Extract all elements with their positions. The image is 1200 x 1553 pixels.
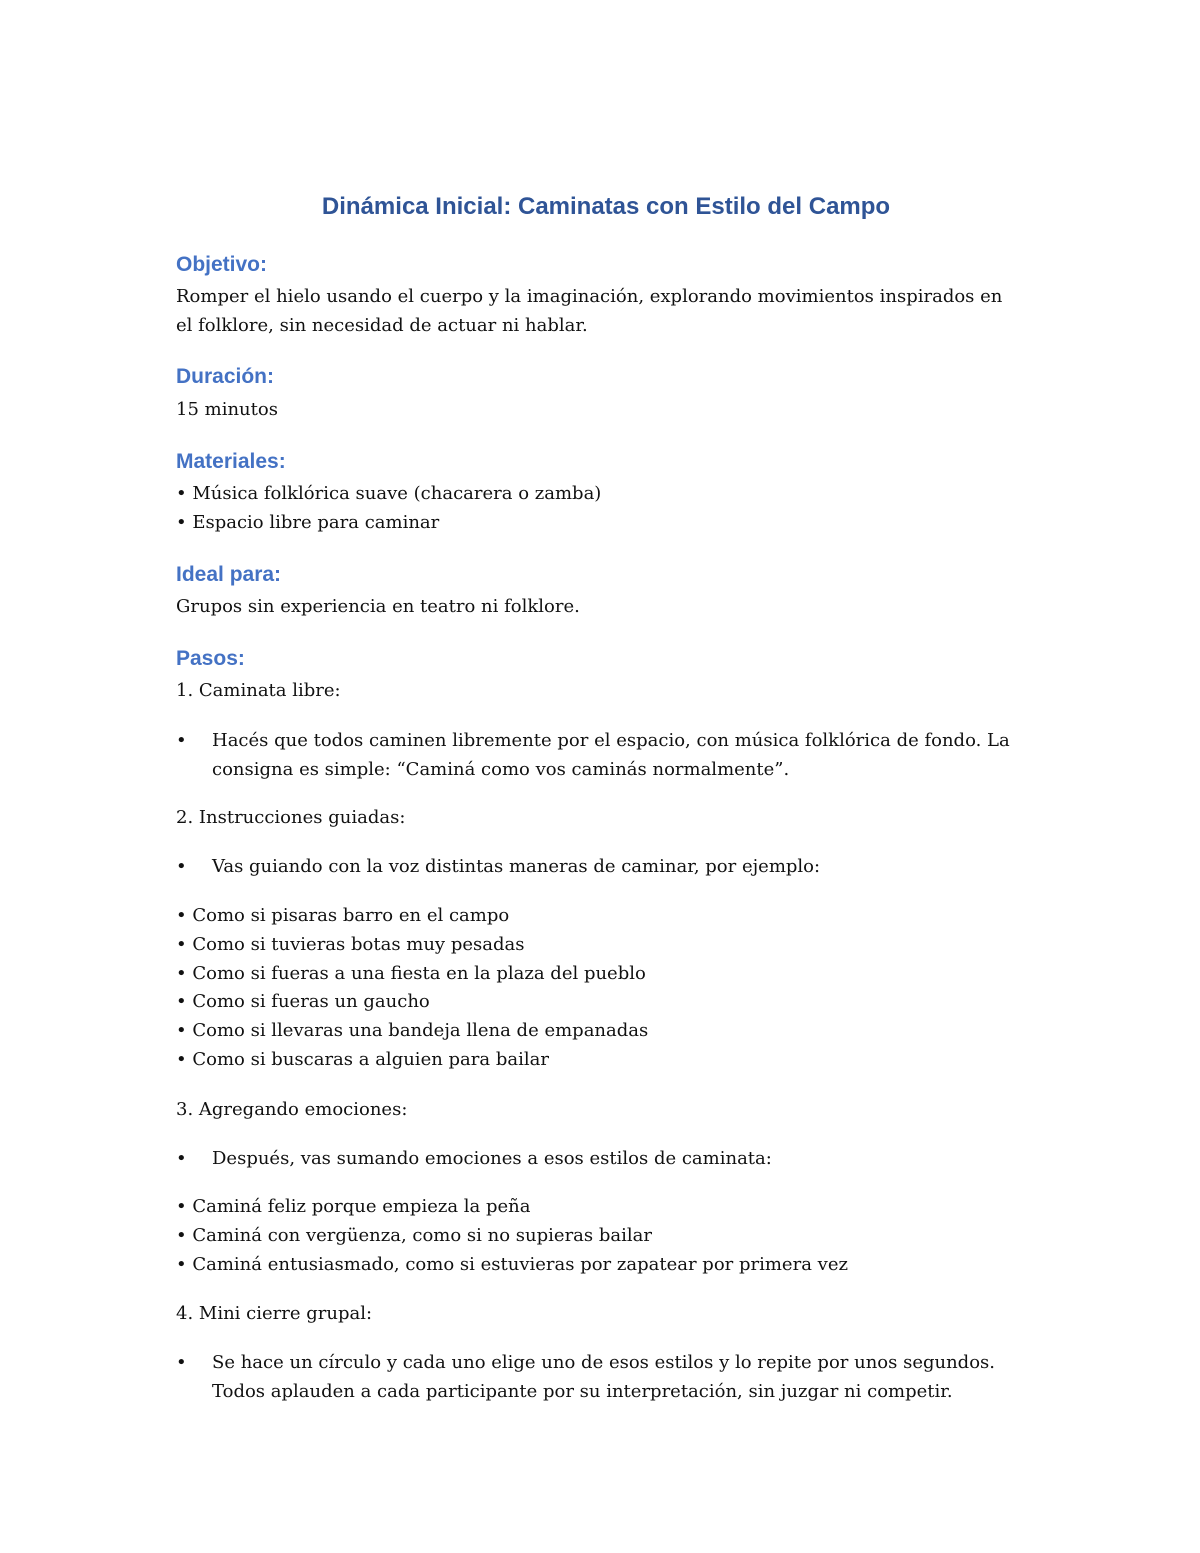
heading-pasos: Pasos:	[176, 647, 245, 670]
bullet-icon: •	[176, 730, 187, 751]
step-2-item: • Como si llevaras una bandeja llena de empanadas	[176, 1020, 649, 1041]
step-4-bullet-line-2: Todos aplauden a cada participante por su interpretación, sin juzgar ni competir.	[212, 1381, 953, 1402]
heading-duracion: Duración:	[176, 365, 275, 388]
objetivo-line-2: el folklore, sin necesidad de actuar ni hablar.	[176, 315, 588, 336]
duracion-text: 15 minutos	[176, 399, 278, 420]
bullet-icon: •	[176, 1352, 187, 1373]
step-3-item: • Caminá con vergüenza, como si no supieras bailar	[176, 1225, 652, 1246]
step-2-item: • Como si fueras a una fiesta en la plaza del pueblo	[176, 963, 646, 984]
step-2-item: • Como si tuvieras botas muy pesadas	[176, 934, 525, 955]
heading-objetivo: Objetivo:	[176, 253, 268, 276]
heading-ideal-para: Ideal para:	[176, 563, 282, 586]
step-1-bullet-line-2: consigna es simple: “Caminá como vos caminás normalmente”.	[212, 759, 790, 780]
step-3-label: 3. Agregando emociones:	[176, 1099, 408, 1120]
step-1-bullet-text	[212, 726, 1036, 784]
materiales-item: • Música folklórica suave (chacarera o zamba)	[176, 483, 602, 504]
step-3-bullet-text: Después, vas sumando emociones a esos estilos de caminata:	[212, 1148, 772, 1169]
bullet-icon: •	[176, 1148, 187, 1169]
step-4-bullet-text	[212, 1348, 1036, 1406]
heading-materiales: Materiales:	[176, 450, 286, 473]
step-2-label: 2. Instrucciones guiadas:	[176, 807, 406, 828]
bullet-icon: •	[176, 856, 187, 877]
step-2-item: • Como si pisaras barro en el campo	[176, 905, 510, 926]
step-2-item: • Como si buscaras a alguien para bailar	[176, 1049, 549, 1070]
step-4-label: 4. Mini cierre grupal:	[176, 1303, 373, 1324]
step-2-item: • Como si fueras un gaucho	[176, 991, 430, 1012]
step-3-item: • Caminá entusiasmado, como si estuvieras por zapatear por primera vez	[176, 1254, 848, 1275]
step-1-bullet-line-1: Hacés que todos caminen libremente por el espacio, con música folklórica de fondo. La	[212, 730, 1010, 751]
step-1-label: 1. Caminata libre:	[176, 680, 341, 701]
ideal-para-text: Grupos sin experiencia en teatro ni folklore.	[176, 596, 580, 617]
document-title: Dinámica Inicial: Caminatas con Estilo del Campo	[321, 193, 891, 220]
materiales-item: • Espacio libre para caminar	[176, 512, 440, 533]
step-2-bullet-text: Vas guiando con la voz distintas maneras de caminar, por ejemplo:	[212, 856, 821, 877]
step-4-bullet-line-1: Se hace un círculo y cada uno elige uno de esos estilos y lo repite por unos segundos.	[212, 1352, 995, 1373]
objetivo-line-1: Romper el hielo usando el cuerpo y la imaginación, explorando movimientos inspirados en	[176, 286, 1003, 307]
step-3-item: • Caminá feliz porque empieza la peña	[176, 1196, 531, 1217]
